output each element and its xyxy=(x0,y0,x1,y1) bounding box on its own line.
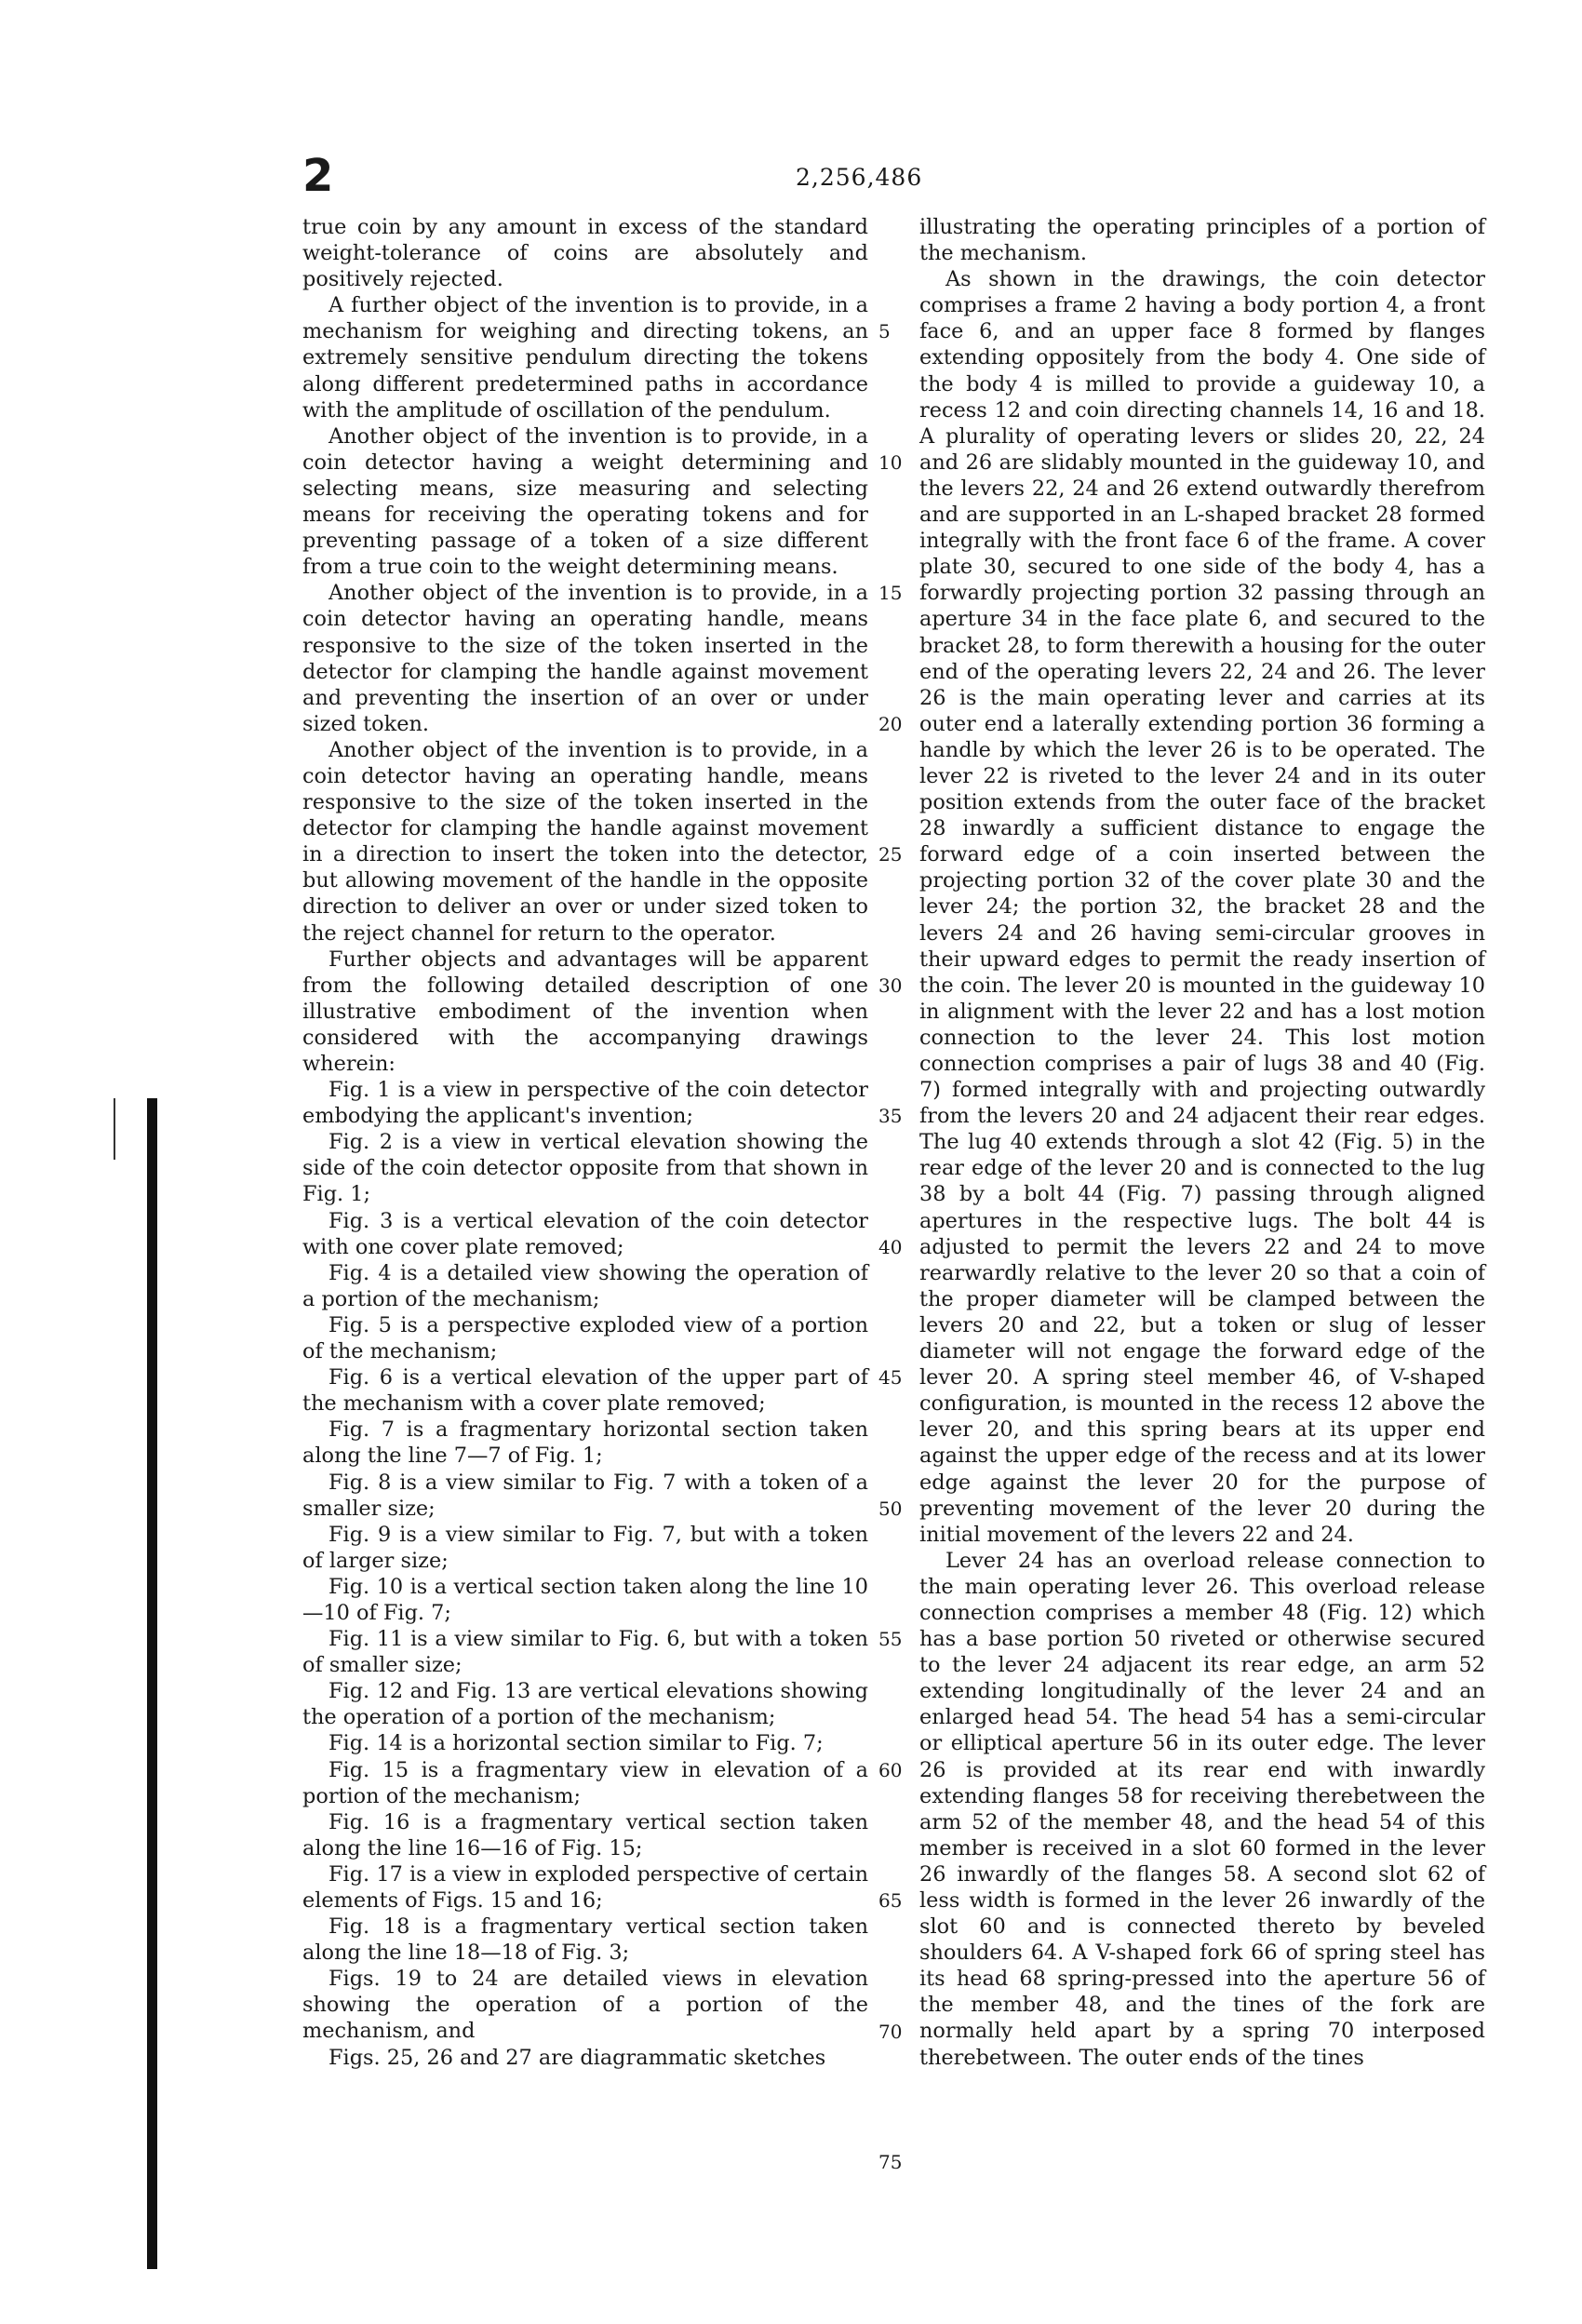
figure-description: Fig. 9 is a view similar to Fig. 7, but with a token of larger size; xyxy=(302,1522,868,1573)
line-number: 40 xyxy=(878,1236,903,1258)
line-number: 10 xyxy=(878,451,903,474)
line-number: 35 xyxy=(878,1105,903,1127)
paragraph: Lever 24 has an overload release connection to the main operating lever 26. This overload release connection comprises a member 48 (Fig. 12) which has a base portion 50 riveted or otherwise secured to the lever 24 adjacent its rear edge, an arm 52 extending longitudinally of the lever 24 and an enlarged head 54. The head 54 has a semi-circular or elliptical aperture 56 in its outer edge. The lever 26 is provided at its rear end with inwardly extending flanges 58 for receiving therebetween the arm 52 of the member 48, and the head 54 of this member is received in a slot 60 formed in the lever 26 inwardly of the flanges 58. A second slot 62 of less width is formed in the lever 26 inwardly of the slot 60 and is connected thereto by beveled shoulders 64. A V-shaped fork 66 of spring steel has its head 68 spring-pressed into the aperture 56 of the member 48, and the tines of the fork are normally held apart by a spring 70 interposed therebetween. The outer ends of the tines xyxy=(919,1548,1485,2070)
paragraph: A further object of the invention is to provide, in a mechanism for weighing and directing tokens, an extremely sensitive pendulum directing the tokens along different predetermined paths in accordance with the amplitude of oscillation of the pendulum. xyxy=(302,293,868,423)
line-number: 65 xyxy=(878,1889,903,1912)
figure-description: Fig. 2 is a view in vertical elevation showing the side of the coin detector opposite from that shown in Fig. 1; xyxy=(302,1130,868,1207)
right-column xyxy=(919,214,1485,2071)
figure-description: Figs. 19 to 24 are detailed views in elevation showing the operation of a portion of the mechanism, and xyxy=(302,1967,868,2044)
figure-description: Fig. 17 is a view in exploded perspective of certain elements of Figs. 15 and 16; xyxy=(302,1861,868,1913)
figure-description: Figs. 25, 26 and 27 are diagrammatic sketches xyxy=(328,2045,826,2070)
paragraph: Another object of the invention is to provide, in a coin detector having a weight determining and selecting means, size measuring and selecting means for receiving the operating tokens and for preventing passage of a token of a size different from a true coin to the weight determining means. xyxy=(302,423,868,580)
figure-description: Fig. 6 is a vertical elevation of the upper part of the mechanism with a cover plate removed; xyxy=(302,1365,868,1417)
line-number: 50 xyxy=(878,1498,903,1520)
figure-description: Fig. 8 is a view similar to Fig. 7 with a token of a smaller size; xyxy=(302,1470,868,1521)
line-number: 15 xyxy=(878,582,903,604)
figure-description: Fig. 11 is a view similar to Fig. 6, but with a token of smaller size; xyxy=(302,1627,868,1678)
paragraph: Another object of the invention is to provide, in a coin detector having an operating handle, means responsive to the size of the token inserted in the detector for clamping the handle against movement and preventing the insertion of an over or under sized token. xyxy=(302,581,868,736)
figure-description: Fig. 1 is a view in perspective of the coin detector embodying the applicant's invention; xyxy=(302,1078,868,1129)
figure-description: Fig. 14 is a horizontal section similar to Fig. 7; xyxy=(328,1731,824,1756)
line-number: 5 xyxy=(878,320,891,343)
line-number: 30 xyxy=(878,974,903,997)
figure-description: Fig. 5 is a perspective exploded view of a portion of the mechanism; xyxy=(302,1312,868,1364)
figure-description: Fig. 4 is a detailed view showing the operation of a portion of the mechanism; xyxy=(302,1260,868,1311)
figure-description: Fig. 12 and Fig. 13 are vertical elevations showing the operation of a portion of the mechanism; xyxy=(302,1679,868,1730)
paragraph: true coin by any amount in excess of the standard weight-tolerance of coins are absolutely and positively rejected. xyxy=(302,215,868,292)
paragraph: illustrating the operating principles of a portion of the mechanism. xyxy=(919,215,1485,266)
figure-description: Fig. 16 is a fragmentary vertical section taken along the line 16—16 of Fig. 15; xyxy=(302,1809,868,1861)
paragraph: Further objects and advantages will be apparent from the following detailed description of one illustrative embodiment of the invention when considered with the accompanying drawings wherein: xyxy=(302,947,868,1076)
line-number: 70 xyxy=(878,2021,903,2043)
figure-description: Fig. 15 is a fragmentary view in elevation of a portion of the mechanism; xyxy=(302,1757,868,1808)
paragraph: As shown in the drawings, the coin detector comprises a frame 2 having a body portion 4, a front face 6, and an upper face 8 formed by flanges extending oppositely from the body 4. One side of the body 4 is milled to provide a guideway 10, a recess 12 and coin directing channels 14, 16 and 18. A plurality of operating levers or slides 20, 22, 24 and 26 are slidably mounted in the guideway 10, and the levers 22, 24 and 26 extend outwardly therefrom and are supported in an L-shaped bracket 28 formed integrally with the front face 6 of the frame. A cover plate 30, secured to one side of the body 4, has a forwardly projecting portion 32 passing through an aperture 34 in the face plate 6, and secured to the bracket 28, to form therewith a housing for the outer end of the operating levers 22, 24 and 26. The lever 26 is the main operating lever and carries at its outer end a laterally extending portion 36 forming a handle by which the lever 26 is to be operated. The lever 22 is riveted to the lever 24 and in its outer position extends from the outer face of the bracket 28 inwardly a sufficient distance to engage the forward edge of a coin inserted between the projecting portion 32 of the cover plate 30 and the lever 24; the portion 32, the bracket 28 and the levers 24 and 26 having semi-circular grooves in their upward edges to permit the ready insertion of the coin. The lever 20 is mounted in the guideway 10 in alignment with the lever 22 and has a lost motion connection to the lever 24. This lost motion connection comprises a pair of lugs 38 and 40 (Fig. 7) formed integrally with and projecting outwardly from the levers 20 and 24 adjacent their rear edges. The lug 40 extends through a slot 42 (Fig. 5) in the rear edge of the lever 20 and is connected to the lug 38 by a bolt 44 (Fig. 7) passing through aligned apertures in the respective lugs. The bolt 44 is adjusted to permit the levers 22 and 24 to move rearwardly relative to the lever 20 so that a coin of the proper diameter will be clamped between the levers 20 and 22, but a token or slug of lesser diameter will not engage the forward edge of the lever 20. A spring steel member 46, of V-shaped configuration, is mounted in the recess 12 above the lever 20, and this spring bears at its upper end against the upper edge of the recess and at its lower edge against the lever 20 for the purpose of preventing movement of the lever 20 during the initial movement of the levers 22 and 24. xyxy=(919,267,1485,1547)
line-number: 75 xyxy=(878,2151,903,2173)
figure-description: Fig. 10 is a vertical section taken along the line 10—10 of Fig. 7; xyxy=(302,1574,868,1625)
line-number: 45 xyxy=(878,1366,903,1389)
figure-description: Fig. 18 is a fragmentary vertical section taken along the line 18—18 of Fig. 3; xyxy=(302,1914,868,1966)
patent-number: 2,256,486 xyxy=(796,164,923,191)
page-number: 2 xyxy=(302,150,334,202)
paragraph: Another object of the invention is to provide, in a coin detector having an operating handle, means responsive to the size of the token inserted in the detector for clamping the handle against movement in a direction to insert the token into the detector, but allowing movement of the handle in the opposite direction to deliver an over or under sized token to the reject channel for return to the operator. xyxy=(302,737,868,946)
left-column xyxy=(302,214,868,2071)
line-number: 20 xyxy=(878,713,903,735)
line-number: 25 xyxy=(878,843,903,866)
line-number: 60 xyxy=(878,1759,903,1781)
figure-description: Fig. 7 is a fragmentary horizontal section taken along the line 7—7 of Fig. 1; xyxy=(302,1417,868,1469)
scan-edge-mark xyxy=(114,1098,115,1160)
figure-description: Fig. 3 is a vertical elevation of the coin detector with one cover plate removed; xyxy=(302,1208,868,1259)
scan-edge-bar xyxy=(147,1098,157,2269)
line-number: 55 xyxy=(878,1628,903,1650)
